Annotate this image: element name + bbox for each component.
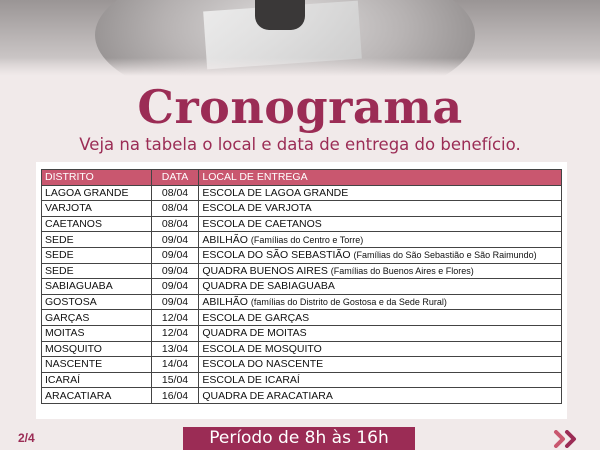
- cell-data: 08/04: [151, 201, 199, 217]
- cell-local: [199, 372, 562, 388]
- page-indicator: 2/4: [18, 431, 35, 445]
- cell-local: [199, 310, 562, 326]
- local-note: (Famílias do Buenos Aires e Flores): [330, 265, 474, 276]
- table-row: [42, 388, 562, 404]
- column-header-data: DATA: [151, 170, 199, 186]
- cell-local: [199, 388, 562, 404]
- cell-data: 16/04: [151, 388, 199, 404]
- cell-distrito: MOITAS: [42, 325, 152, 341]
- table-body: [42, 185, 562, 403]
- local-note: (Famílias do Centro e Torre): [250, 234, 364, 245]
- cell-distrito: ICARAÍ: [42, 372, 152, 388]
- cell-distrito: MOSQUITO: [42, 341, 152, 357]
- cell-data: 14/04: [151, 357, 199, 373]
- cell-local: [199, 294, 562, 310]
- local-name: QUADRA DE ARACATIARA: [202, 389, 333, 402]
- header-photo: [0, 0, 600, 76]
- cell-distrito: ARACATIARA: [42, 388, 152, 404]
- cell-data: 09/04: [151, 247, 199, 263]
- cell-distrito: GARÇAS: [42, 310, 152, 326]
- cell-data: 09/04: [151, 279, 199, 295]
- cell-data: 12/04: [151, 325, 199, 341]
- table-row: [42, 185, 562, 201]
- cell-distrito: CAETANOS: [42, 216, 152, 232]
- table-header-row: [42, 170, 562, 186]
- cell-distrito: NASCENTE: [42, 357, 152, 373]
- local-name: ESCOLA DE VARJOTA: [202, 202, 312, 215]
- table-row: [42, 357, 562, 373]
- cell-distrito: GOSTOSA: [42, 294, 152, 310]
- local-name: ESCOLA DE MOSQUITO: [202, 342, 322, 355]
- period-banner: Período de 8h às 16h: [183, 427, 415, 450]
- cell-local: [199, 279, 562, 295]
- local-name: QUADRA DE SABIAGUABA: [202, 280, 335, 293]
- local-name: ESCOLA DE CAETANOS: [202, 218, 322, 231]
- cell-distrito: SABIAGUABA: [42, 279, 152, 295]
- cell-data: 08/04: [151, 216, 199, 232]
- local-name: ABILHÃO: [202, 296, 248, 309]
- cell-local: [199, 325, 562, 341]
- cell-distrito: SEDE: [42, 263, 152, 279]
- cell-distrito: SEDE: [42, 232, 152, 248]
- cell-data: 08/04: [151, 185, 199, 201]
- table-row: [42, 372, 562, 388]
- cell-local: [199, 232, 562, 248]
- schedule-table: [41, 169, 562, 404]
- table-row: [42, 279, 562, 295]
- cell-local: [199, 185, 562, 201]
- cell-local: [199, 201, 562, 217]
- table-row: [42, 216, 562, 232]
- table-row: [42, 247, 562, 263]
- cell-data: 09/04: [151, 294, 199, 310]
- cell-distrito: SEDE: [42, 247, 152, 263]
- table-row: [42, 232, 562, 248]
- cell-data: 13/04: [151, 341, 199, 357]
- cell-distrito: LAGOA GRANDE: [42, 185, 152, 201]
- cell-data: 12/04: [151, 310, 199, 326]
- page-subtitle: Veja na tabela o local e data de entrega do benefício.: [79, 135, 521, 154]
- local-name: ESCOLA DE ICARAÍ: [202, 374, 300, 387]
- local-name: QUADRA BUENOS AIRES: [202, 264, 328, 277]
- valve-cap-shape: [255, 0, 305, 30]
- local-name: ABILHÃO: [202, 233, 248, 246]
- table-row: [42, 294, 562, 310]
- cell-data: 09/04: [151, 232, 199, 248]
- cell-local: [199, 341, 562, 357]
- local-note: (Famílias do São Sebastião e São Raimundo): [353, 250, 537, 261]
- local-name: ESCOLA DE GARÇAS: [202, 311, 310, 324]
- double-chevron-right-icon[interactable]: [553, 430, 583, 448]
- local-name: ESCOLA DO SÃO SEBASTIÃO: [202, 249, 351, 262]
- cell-data: 09/04: [151, 263, 199, 279]
- cell-local: [199, 357, 562, 373]
- cell-local: [199, 216, 562, 232]
- schedule-table-card: [36, 162, 567, 419]
- page-title: Cronograma: [137, 80, 463, 134]
- table-row: [42, 263, 562, 279]
- cell-distrito: VARJOTA: [42, 201, 152, 217]
- table-row: [42, 310, 562, 326]
- column-header-local: LOCAL DE ENTREGA: [199, 170, 562, 186]
- photo-fade: [0, 58, 600, 76]
- cell-local: [199, 247, 562, 263]
- table-row: [42, 325, 562, 341]
- local-note: (famílias do Distrito de Gostosa e da Sede Rural): [250, 297, 447, 308]
- table-row: [42, 341, 562, 357]
- cell-local: [199, 263, 562, 279]
- table-row: [42, 201, 562, 217]
- local-name: ESCOLA DO NASCENTE: [202, 358, 324, 371]
- column-header-distrito: DISTRITO: [42, 170, 152, 186]
- local-name: ESCOLA DE LAGOA GRANDE: [202, 186, 349, 199]
- local-name: QUADRA DE MOITAS: [202, 327, 307, 340]
- cell-data: 15/04: [151, 372, 199, 388]
